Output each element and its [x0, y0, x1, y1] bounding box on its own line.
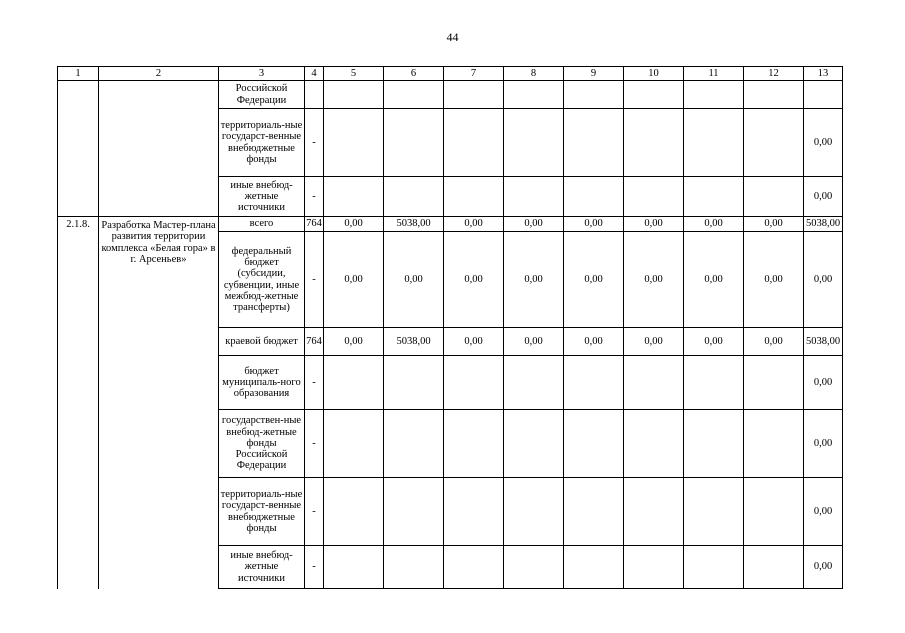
value-cell — [564, 410, 624, 478]
value-cell: 0,00 — [744, 232, 804, 328]
value-cell — [444, 109, 504, 177]
value-cell — [744, 81, 804, 109]
budget-code: - — [305, 546, 324, 589]
table-row — [58, 81, 843, 109]
value-cell — [624, 478, 684, 546]
value-cell — [384, 410, 444, 478]
value-cell: 0,00 — [804, 177, 843, 217]
funding-source: иные внебюд-жетные источники — [219, 177, 305, 217]
value-cell: 0,00 — [564, 232, 624, 328]
budget-code: - — [305, 177, 324, 217]
value-cell: 5038,00 — [804, 328, 843, 356]
value-cell — [324, 109, 384, 177]
value-cell — [564, 356, 624, 410]
value-cell — [804, 81, 843, 109]
value-cell: 0,00 — [504, 217, 564, 232]
value-cell: 5038,00 — [384, 328, 444, 356]
value-cell — [324, 81, 384, 109]
value-cell — [684, 546, 744, 589]
column-header-9: 9 — [564, 67, 624, 81]
value-cell — [324, 546, 384, 589]
value-cell: 0,00 — [324, 217, 384, 232]
value-cell — [744, 177, 804, 217]
value-cell: 0,00 — [624, 217, 684, 232]
value-cell — [384, 177, 444, 217]
column-header-11: 11 — [684, 67, 744, 81]
value-cell: 0,00 — [684, 217, 744, 232]
value-cell: 0,00 — [384, 232, 444, 328]
budget-table — [57, 66, 843, 589]
value-cell — [684, 356, 744, 410]
value-cell: 0,00 — [684, 328, 744, 356]
table-header-row — [58, 67, 843, 81]
value-cell — [504, 109, 564, 177]
value-cell: 0,00 — [564, 217, 624, 232]
budget-code: 764 — [305, 328, 324, 356]
value-cell — [444, 478, 504, 546]
budget-code: - — [305, 356, 324, 410]
value-cell — [624, 109, 684, 177]
column-header-4: 4 — [305, 67, 324, 81]
value-cell — [564, 177, 624, 217]
value-cell — [624, 546, 684, 589]
value-cell: 0,00 — [324, 232, 384, 328]
item-name-cell — [99, 81, 219, 217]
value-cell — [504, 81, 564, 109]
value-cell: 0,00 — [324, 328, 384, 356]
column-header-6: 6 — [384, 67, 444, 81]
value-cell — [504, 356, 564, 410]
value-cell — [504, 478, 564, 546]
funding-source: бюджет муниципаль-ного образования — [219, 356, 305, 410]
budget-code: - — [305, 478, 324, 546]
value-cell: 0,00 — [804, 356, 843, 410]
value-cell — [504, 410, 564, 478]
column-header-10: 10 — [624, 67, 684, 81]
funding-source: федеральный бюджет (субсидии, субвенции, иные межбюд-жетные трансферты) — [219, 232, 305, 328]
column-header-3: 3 — [219, 67, 305, 81]
value-cell: 5038,00 — [804, 217, 843, 232]
value-cell — [444, 177, 504, 217]
column-header-1: 1 — [58, 67, 99, 81]
budget-code: - — [305, 109, 324, 177]
value-cell: 0,00 — [744, 217, 804, 232]
value-cell: 5038,00 — [384, 217, 444, 232]
value-cell: 0,00 — [804, 546, 843, 589]
funding-source: иные внебюд-жетные источники — [219, 546, 305, 589]
budget-code: - — [305, 410, 324, 478]
funding-source: всего — [219, 217, 305, 232]
value-cell — [624, 410, 684, 478]
value-cell: 0,00 — [624, 328, 684, 356]
funding-source: Российской Федерации — [219, 81, 305, 109]
item-name: Разработка Мастер-плана развития территории комплекса «Белая гора» в г. Арсеньев» — [99, 217, 219, 589]
value-cell — [744, 410, 804, 478]
value-cell — [684, 410, 744, 478]
funding-source: государствен-ные внебюд-жетные фонды Российской Федерации — [219, 410, 305, 478]
value-cell: 0,00 — [804, 478, 843, 546]
value-cell: 0,00 — [504, 232, 564, 328]
value-cell — [684, 109, 744, 177]
budget-code: - — [305, 232, 324, 328]
value-cell — [384, 81, 444, 109]
value-cell — [744, 356, 804, 410]
value-cell — [444, 81, 504, 109]
value-cell: 0,00 — [444, 328, 504, 356]
value-cell — [444, 410, 504, 478]
column-header-13: 13 — [804, 67, 843, 81]
value-cell — [504, 177, 564, 217]
column-header-7: 7 — [444, 67, 504, 81]
column-header-8: 8 — [504, 67, 564, 81]
value-cell — [684, 177, 744, 217]
value-cell — [684, 81, 744, 109]
item-number-cell — [58, 81, 99, 217]
value-cell: 0,00 — [444, 217, 504, 232]
value-cell: 0,00 — [624, 232, 684, 328]
value-cell — [684, 478, 744, 546]
value-cell — [384, 109, 444, 177]
value-cell — [324, 177, 384, 217]
budget-code — [305, 81, 324, 109]
value-cell — [624, 177, 684, 217]
value-cell — [444, 356, 504, 410]
value-cell — [324, 356, 384, 410]
value-cell — [744, 109, 804, 177]
value-cell: 0,00 — [564, 328, 624, 356]
value-cell: 0,00 — [744, 328, 804, 356]
value-cell: 0,00 — [444, 232, 504, 328]
value-cell: 0,00 — [804, 109, 843, 177]
value-cell: 0,00 — [684, 232, 744, 328]
budget-code: 764 — [305, 217, 324, 232]
column-header-12: 12 — [744, 67, 804, 81]
value-cell — [504, 546, 564, 589]
value-cell: 0,00 — [804, 232, 843, 328]
value-cell: 0,00 — [804, 410, 843, 478]
value-cell — [384, 546, 444, 589]
page-number: 44 — [446, 30, 459, 44]
value-cell — [324, 478, 384, 546]
value-cell — [384, 356, 444, 410]
value-cell — [744, 546, 804, 589]
funding-source: территориаль-ные государст-венные внебюджетные фонды — [219, 109, 305, 177]
value-cell — [564, 109, 624, 177]
value-cell — [744, 478, 804, 546]
value-cell — [324, 410, 384, 478]
value-cell — [564, 81, 624, 109]
value-cell — [624, 81, 684, 109]
column-header-5: 5 — [324, 67, 384, 81]
value-cell — [624, 356, 684, 410]
value-cell: 0,00 — [504, 328, 564, 356]
table-row — [58, 217, 843, 232]
value-cell — [564, 478, 624, 546]
value-cell — [564, 546, 624, 589]
value-cell — [384, 478, 444, 546]
funding-source: территориаль-ные государст-венные внебюджетные фонды — [219, 478, 305, 546]
funding-source: краевой бюджет — [219, 328, 305, 356]
item-number: 2.1.8. — [58, 217, 99, 589]
column-header-2: 2 — [99, 67, 219, 81]
value-cell — [444, 546, 504, 589]
